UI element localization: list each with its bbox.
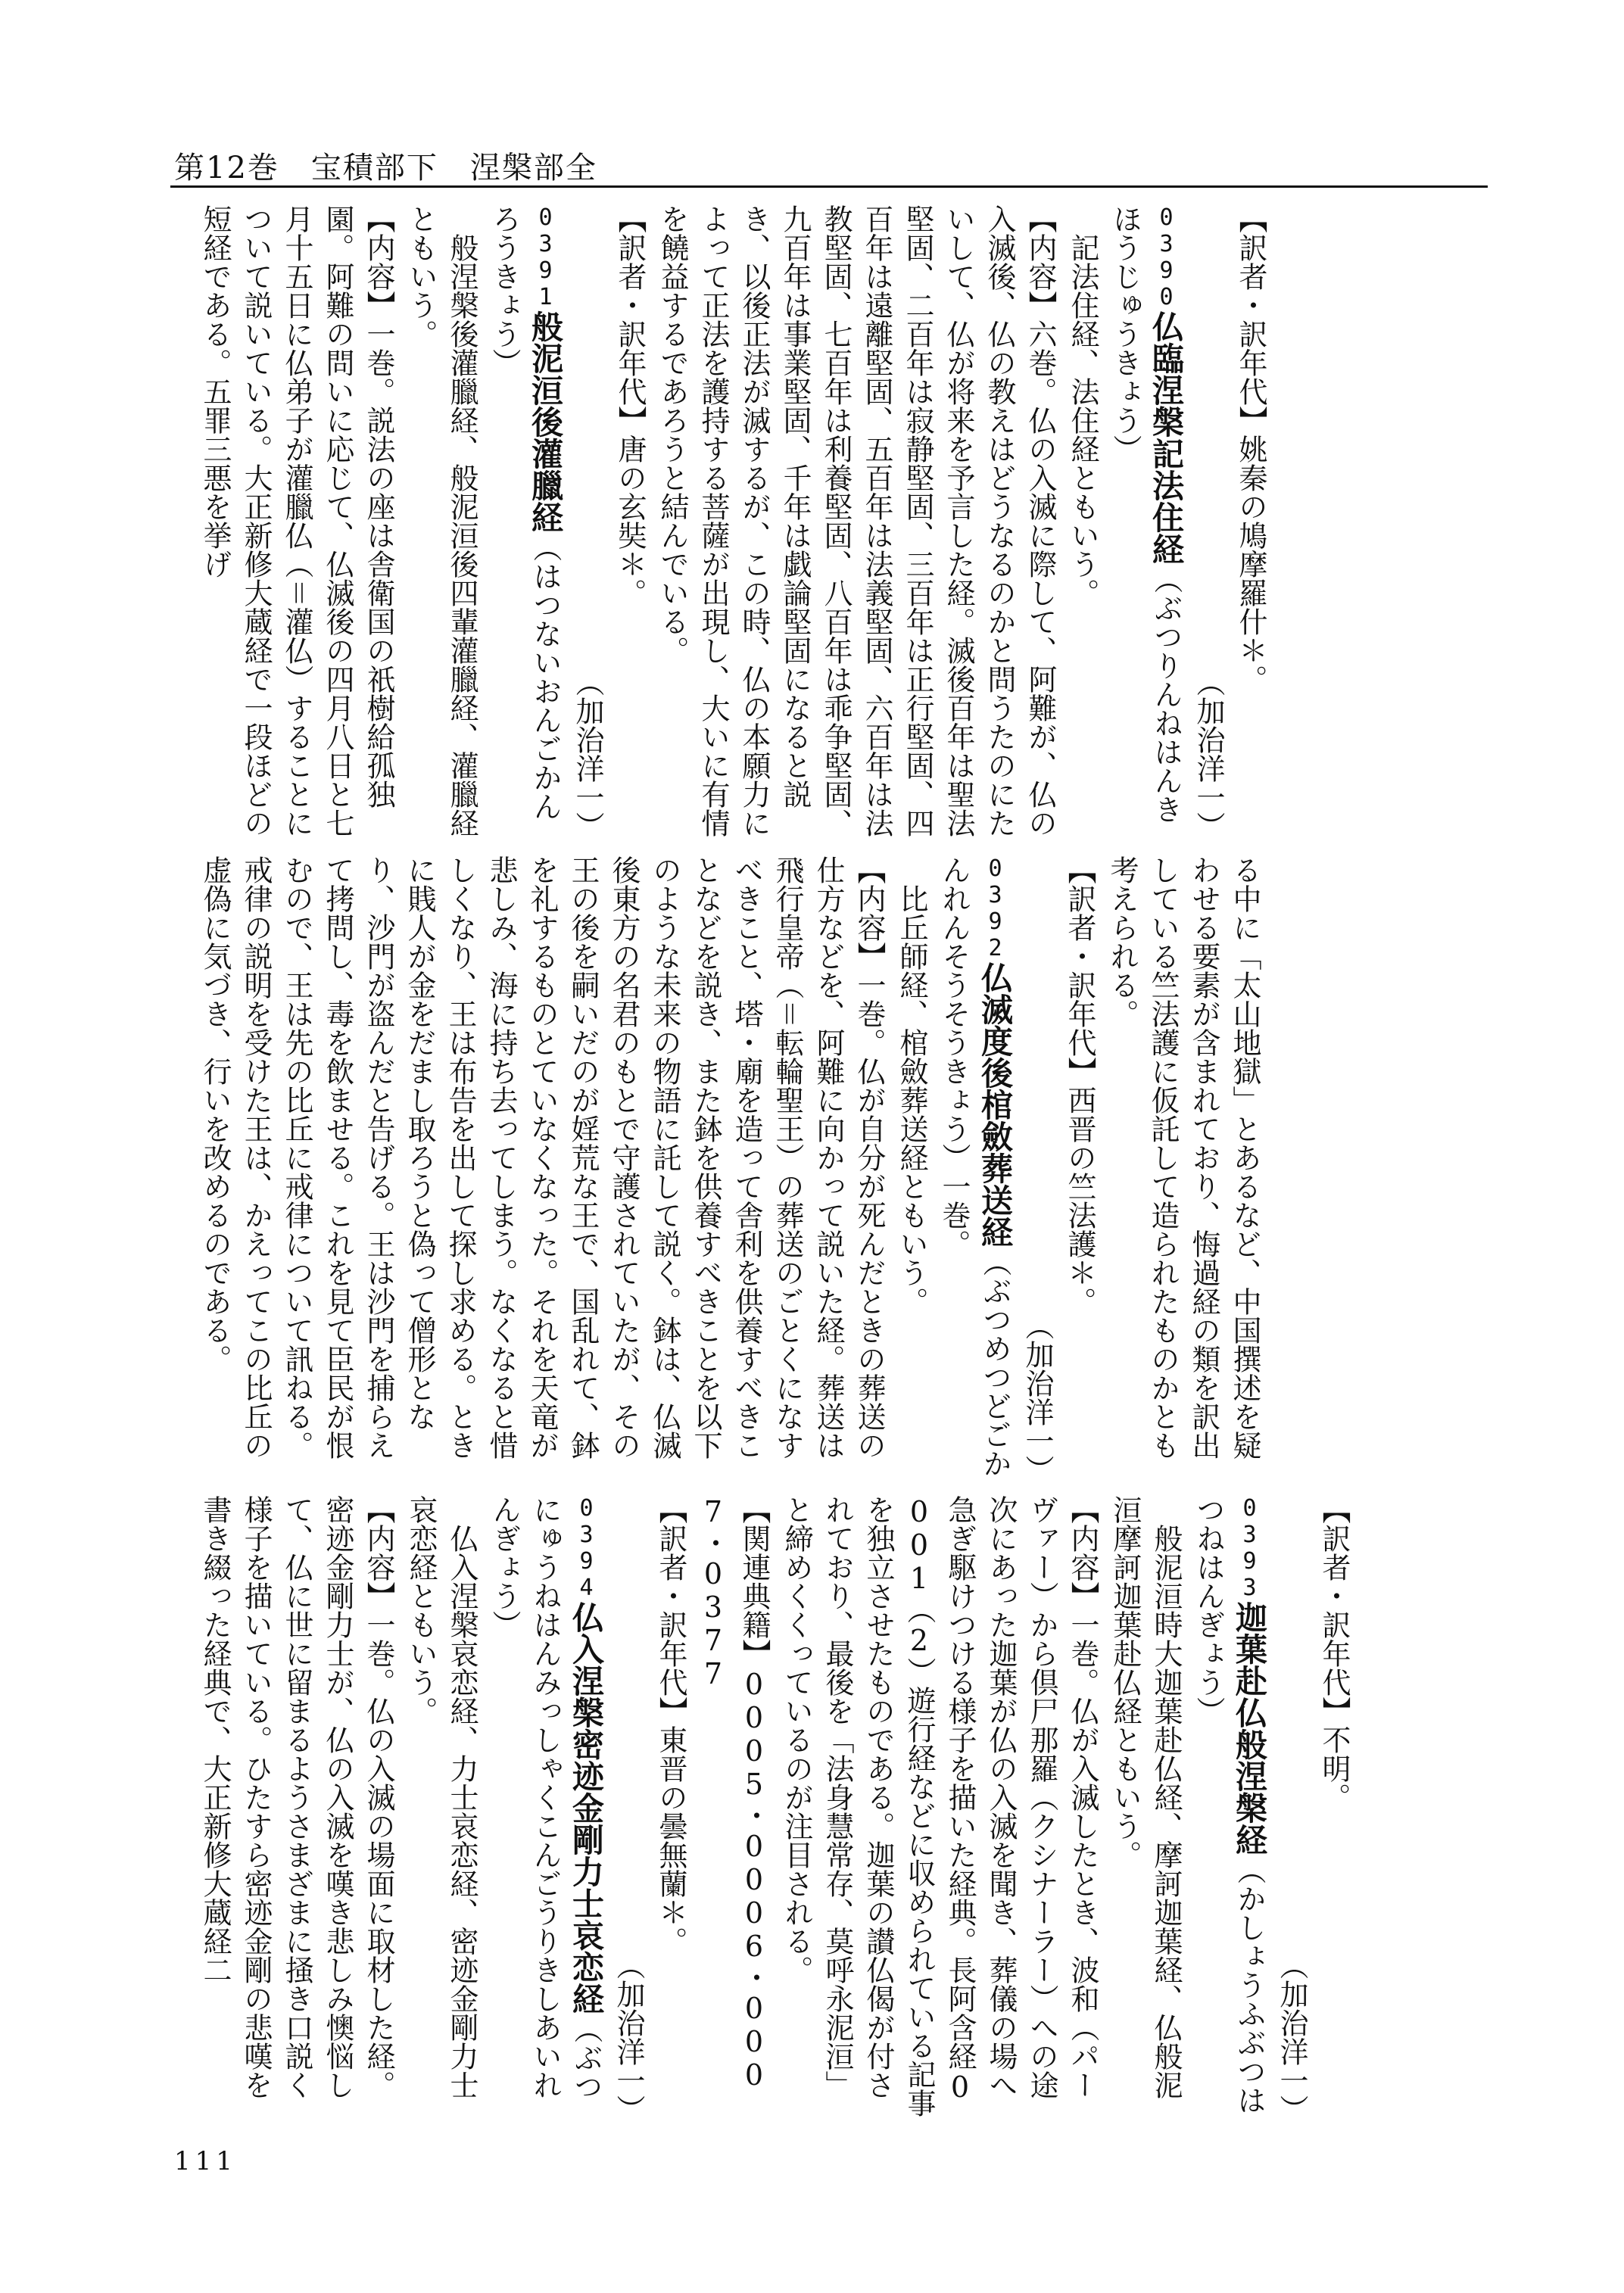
entry-paragraph: 【内容】六巻。仏の入滅に際して、阿難が、仏の入滅後、仏の教えはどうなるのかと問うたのにたいして、仏が将来を予言した経。滅後百年は聖法堅固、二百年は寂静堅固、三百年は正行堅固、四百年は遠離堅固、五百年は法義堅固、六百年は法教堅固、七百年は利養堅固、八百年は乖争堅固、九百年は事業堅固、千年は戯論堅固になると説き、以後正法が滅するが、この時、仏の本願力によって正法を護持する菩薩が出現し、大いに有情を饒益するであろうと結んでいる。 <box>656 204 1057 837</box>
entry-reading: （かしょうふぶつはつねはんぎょう） <box>1192 1495 1266 2114</box>
entry-title: 仏入涅槃密迹金剛力士哀恋経 <box>568 1601 605 2014</box>
entry-heading <box>484 204 566 840</box>
entry-number: 0393 <box>1236 1495 1263 1601</box>
entry-heading <box>1105 204 1186 840</box>
entry-paragraph: 比丘師経、棺斂葬送経ともいう。 <box>895 855 928 1316</box>
entry-reading: （ぶつめつどごかんれんそうそうきょう）一巻。 <box>937 855 1011 1478</box>
entry-paragraph: 【内容】一巻。仏が入滅したとき、波和（パーヴァー）から倶尸那羅（クシナーラー）への途次にあった迦葉が仏の入滅を聞き、葬儀の場へ急ぎ駆けつける様子を描いた経典。長阿含経0001（2）遊行経などに収められている記事を独立させたものである。迦葉の讃仏偈が付されており、最後を「法身慧常存、莫呼永泥洹」と締めくくっているのが注目される。 <box>780 1495 1099 2117</box>
entry-paragraph: 【訳者・訳年代】唐の玄奘＊。 <box>613 204 647 607</box>
entry-paragraph: 【訳者・訳年代】不明。 <box>1317 1495 1351 1812</box>
entry-author: （加治洋一） <box>571 668 604 840</box>
entry-paragraph: 般泥洹時大迦葉赴仏経、摩訶迦葉経、仏般泥洹摩訶迦葉赴仏経ともいう。 <box>1108 1495 1183 2099</box>
entry-heading <box>484 1495 606 2123</box>
entry-reading: （はつないおんごかんろうきょう） <box>488 204 562 821</box>
entry-paragraph: る中に「太山地獄」とあるなど、中国撰述を疑わせる要素が含まれており、悔過経の類を訳出している竺法護に仮託して造られたものかとも考えられる。 <box>1105 855 1261 1460</box>
entry-number: 0394 <box>573 1495 600 1601</box>
entry-paragraph: 【内容】一巻。仏が自分が死んだときの葬送の仕方などを、阿難に向かって説いた経。葬送は飛行皇帝（＝転輪聖王）の葬送のごとくになすべきこと、塔・廟を造って舎利を供養すべきことなどを説き、また鉢を供養すべきことを以下のような未来の物語に託して説く。鉢は、仏滅後東方の名君のもとで守護されていたが、その王の後を嗣いだのが婬荒な王で、国乱れて、鉢を礼するものとていなくなった。それを天竜が悲しみ、海に持ち去ってしまう。なくなると惜しくなり、王は布告を出して探し求める。ときに賎人が金をだまし取ろうと偽って僧形となり、沙門が盗んだと告げる。王は沙門を捕らえて拷問し、毒を飲ませる。これを見て臣民が恨むので、王は先の比丘に戒律について訊ねる。戒律の説明を受けた王は、かえってこの比丘の虚偽に気づき、行いを改めるのである。 <box>198 855 886 1460</box>
entry-number: 0390 <box>1153 204 1180 310</box>
entry-author: （加治洋一） <box>1192 668 1225 840</box>
entry-paragraph: 記法住経、法住経ともいう。 <box>1066 204 1099 607</box>
entry-paragraph: 【訳者・訳年代】東晋の曇無蘭＊。 <box>654 1495 687 1955</box>
entry-heading <box>1188 1495 1270 2123</box>
entry-paragraph: 般涅槃後灌臘経、般泥洹後四輩灌臘経、灌臘経ともいう。 <box>404 204 478 837</box>
entry-number: 0392 <box>982 855 1008 961</box>
header-rule <box>170 185 1488 188</box>
entry-author: （加治洋一） <box>1275 1951 1308 2123</box>
entry-title: 般泥洹後灌臘経 <box>527 310 564 533</box>
entry-title: 仏滅度後棺斂葬送経 <box>977 961 1014 1248</box>
vertical-text-column <box>193 855 1265 1484</box>
text-band-middle <box>193 855 1510 1484</box>
entry-paragraph: 【内容】一巻。説法の座は舎衛国の祇樹給孤独園。阿難の問いに応じて、仏滅後の四月八日と七月十五日に仏弟子が灌臘仏（＝灌仏）することについて説いている。大正新修大蔵経で一段ほどの短経である。五罪三悪を挙げ <box>198 204 395 837</box>
text-band-top <box>193 204 1510 840</box>
entry-paragraph: 【内容】一巻。仏の入滅の場面に取材した経。密迹金剛力士が、仏の入滅を嘆き悲しみ懊悩して、仏に世に留まるようさまざまに掻き口説く様子を描いている。ひたすら密迹金剛の悲嘆を書き綴った経典で、大正新修大蔵経二 <box>198 1495 395 2099</box>
entry-paragraph: 【訳者・訳年代】西晋の竺法護＊。 <box>1063 855 1096 1316</box>
entry-paragraph: 【関連典籍】0005・0006・0007・0377 <box>697 1495 771 2092</box>
entry-title: 迦葉赴仏般涅槃経 <box>1231 1601 1268 1855</box>
entry-author: （加治洋一） <box>1021 1311 1054 1484</box>
entry-heading <box>934 855 1015 1484</box>
entry-paragraph: 【訳者・訳年代】姚秦の鳩摩羅什＊。 <box>1234 204 1267 693</box>
entry-title: 仏臨涅槃記法住経 <box>1148 310 1185 565</box>
page-number: 111 <box>174 2146 237 2176</box>
text-band-bottom <box>193 1495 1510 2123</box>
entry-paragraph: 仏入涅槃哀恋経、力士哀恋経、密迹金剛力士哀恋経ともいう。 <box>404 1495 478 2099</box>
entry-author: （加治洋一） <box>612 1951 645 2123</box>
entry-number: 0391 <box>532 204 559 310</box>
vertical-text-column <box>193 1495 1354 2123</box>
entry-reading: （ぶつにゅうねはんみっしゃくこんごうりきしあいれんぎょう） <box>488 1495 603 2101</box>
vertical-text-column <box>193 204 1271 840</box>
page-header-title: 第12巻 宝積部下 涅槃部全 <box>174 151 597 185</box>
entry-reading: （ぶつりんねはんきほうじゅうきょう） <box>1108 204 1183 824</box>
